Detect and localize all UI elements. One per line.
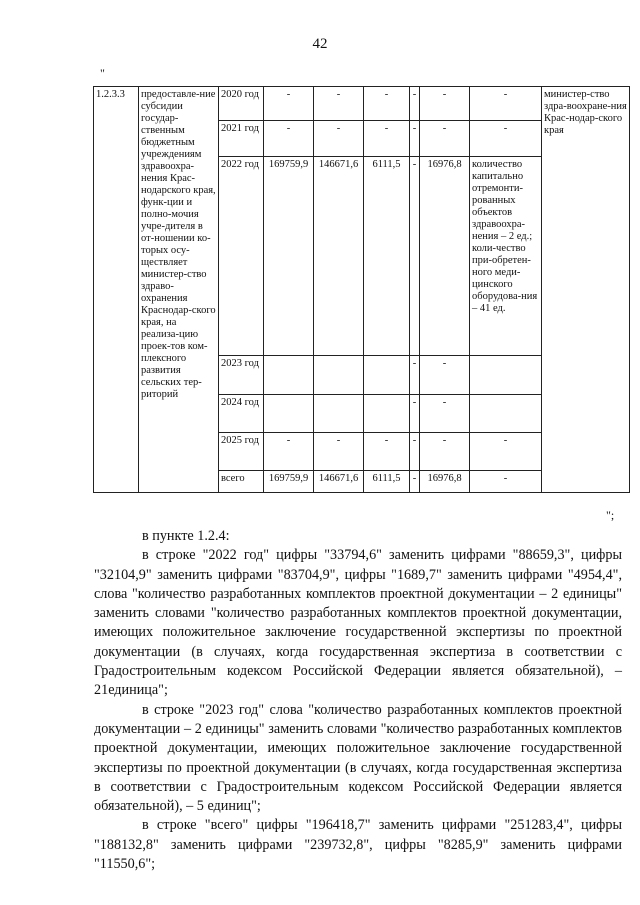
paragraph: в строке "всего" цифры "196418,7" заменить цифрами "251283,4", цифры "188132,8" заменить цифрами "239732,8", цифры "8285,9" заменить цифрами "11550,6";	[94, 817, 622, 873]
paragraph: в строке "2023 год" слова "количество разработанных комплектов проектной документации – 2 единицы" заменить словами "количество разработанных комплектов проектной документации, имеющих положительное заключение государственной экспертизы по проектной документации (в случаях, когда государственная экспертиза в соответствии с Градостроительным кодексом Российской Федерации является обязательной), – 5 единиц";	[94, 701, 622, 815]
local-value: -	[410, 121, 420, 157]
total-value: 169759,9	[264, 157, 314, 356]
page-number: 42	[312, 36, 328, 52]
year-cell: всего	[219, 471, 264, 493]
extra-value: -	[420, 356, 470, 395]
local-value: -	[410, 157, 420, 356]
item-code: 1.2.3.3	[94, 87, 139, 493]
local-value: -	[410, 395, 420, 433]
regional-value: 146671,6	[314, 157, 364, 356]
extra-value: -	[420, 87, 470, 121]
result-cell: количество капитально отремонти-рованных объектов здравоохра-нения – 2 ед.; коли-чество при-обретен-ного меди-цинского оборудова-ния – 41 ед.	[470, 157, 542, 356]
federal-value: 6111,5	[364, 471, 410, 493]
paragraph: в пункте 1.2.4:	[142, 528, 230, 544]
local-value: -	[410, 87, 420, 121]
total-value: -	[264, 433, 314, 471]
year-cell: 2024 год	[219, 395, 264, 433]
result-cell: -	[470, 87, 542, 121]
federal-value: -	[364, 121, 410, 157]
extra-value: -	[420, 121, 470, 157]
paragraph: в строке "2022 год" цифры "33794,6" заменить цифрами "88659,3", цифры "32104,9" заменить цифрами "83704,9", цифры "1689,7" заменить цифрами "4954,4", слова "количество разработанных комплектов проектной документации – 2 единицы" заменить словами "количество разработанных комплектов проектной документации, имеющих положительное заключение государственной экспертизы по проектной документации (в случаях, когда государственная экспертиза в соответствии с Градостроительным кодексом Российской Федерации является обязательной), – 21единица";	[94, 547, 622, 699]
year-cell: 2020 год	[219, 87, 264, 121]
local-value: -	[410, 356, 420, 395]
federal-value: -	[364, 433, 410, 471]
extra-value: -	[420, 395, 470, 433]
extra-value: 16976,8	[420, 471, 470, 493]
regional-value: 146671,6	[314, 471, 364, 493]
item-description: предоставле-ние субсидии государ-ственным бюджетным учреждениям здравоохра-нения Крас-нодарского края, функ-ции и полно-мочия учре-дителя в от-ношении ко-торых осу-ществляет министер-ство здраво-охранения Краснодар-ского края, на реализа-цию проек-тов ком-плексного развития сельских тер-риторий	[139, 87, 219, 493]
year-cell: 2025 год	[219, 433, 264, 471]
extra-value: 16976,8	[420, 157, 470, 356]
table-row	[94, 87, 630, 121]
closing-quote: ";	[606, 508, 615, 522]
program-table	[93, 86, 630, 493]
result-cell: -	[470, 433, 542, 471]
year-cell: 2021 год	[219, 121, 264, 157]
result-cell: -	[470, 471, 542, 493]
opening-quote: "	[100, 66, 105, 80]
total-value: -	[264, 121, 314, 157]
federal-value: -	[364, 87, 410, 121]
executor: министер-ство здра-воохране-ния Крас-нодар-ского края	[542, 87, 630, 493]
local-value: -	[410, 433, 420, 471]
amendment-text	[94, 527, 622, 874]
regional-value: -	[314, 433, 364, 471]
result-cell: -	[470, 121, 542, 157]
federal-value: 6111,5	[364, 157, 410, 356]
total-value: -	[264, 87, 314, 121]
regional-value: -	[314, 87, 364, 121]
regional-value: -	[314, 121, 364, 157]
year-cell: 2023 год	[219, 356, 264, 395]
extra-value: -	[420, 433, 470, 471]
year-cell: 2022 год	[219, 157, 264, 356]
local-value: -	[410, 471, 420, 493]
total-value: 169759,9	[264, 471, 314, 493]
